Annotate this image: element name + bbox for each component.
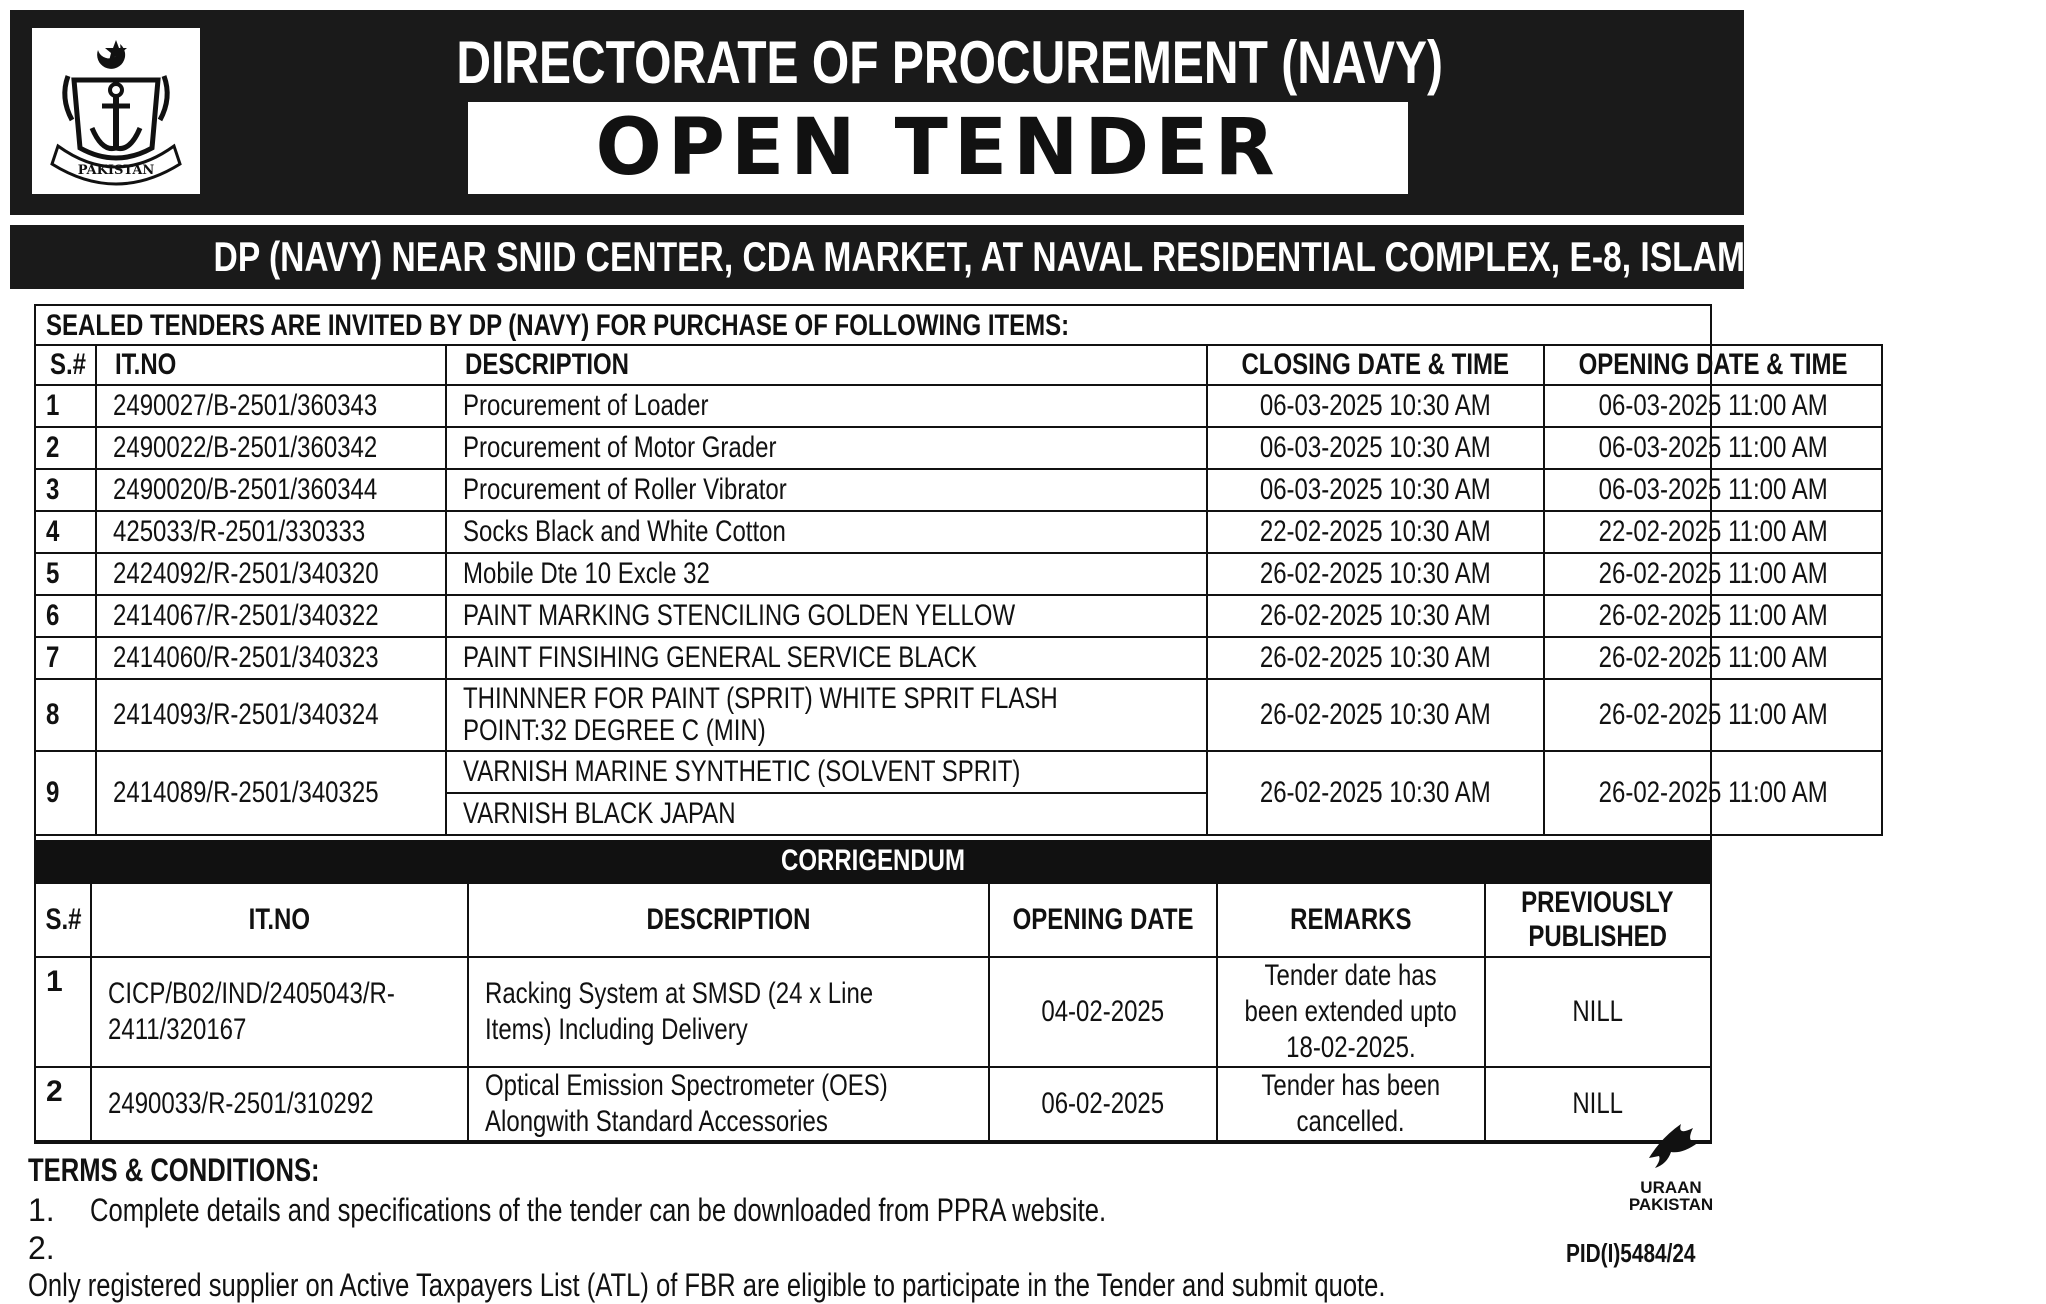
col-itno: IT.NO — [96, 345, 446, 385]
corr-previously-published: NILL — [1485, 1067, 1711, 1141]
open-tender-heading: OPEN TENDER — [595, 103, 1281, 193]
corr-sn: 2 — [35, 1067, 91, 1141]
corr-col-description: DESCRIPTION — [468, 883, 989, 957]
row-itno: 2490022/B-2501/360342 — [96, 427, 446, 469]
address-banner: DP (NAVY) NEAR SNID CENTER, CDA MARKET, AT NAVAL RESIDENTIAL COMPLEX, E-8, ISLAMABAD — [10, 225, 1744, 289]
row-description: Socks Black and White Cotton — [446, 511, 1207, 553]
row-opening: 26-02-2025 11:00 AM — [1544, 595, 1882, 637]
row-opening: 06-03-2025 11:00 AM — [1544, 385, 1882, 427]
row-closing: 06-03-2025 10:30 AM — [1207, 385, 1543, 427]
tender-intro: SEALED TENDERS ARE INVITED BY DP (NAVY) FOR PURCHASE OF FOLLOWING ITEMS: — [46, 309, 1070, 342]
row-description: PAINT FINSIHING GENERAL SERVICE BLACK — [446, 637, 1207, 679]
row-sn: 4 — [35, 511, 96, 553]
corr-col-remarks: REMARKS — [1217, 883, 1484, 957]
svg-text:PAKISTAN: PAKISTAN — [77, 163, 155, 178]
row-closing: 26-02-2025 10:30 AM — [1207, 553, 1543, 595]
tender-row — [35, 427, 1882, 469]
open-tender-box — [468, 102, 1408, 194]
corr-previously-published: NILL — [1485, 957, 1711, 1067]
row-itno: 2490020/B-2501/360344 — [96, 469, 446, 511]
row-description: Procurement of Loader — [446, 385, 1207, 427]
row-itno: 2424092/R-2501/340320 — [96, 553, 446, 595]
col-description: DESCRIPTION — [446, 345, 1207, 385]
row-opening: 26-02-2025 11:00 AM — [1544, 637, 1882, 679]
page-title: DIRECTORATE OF PROCUREMENT (NAVY) — [456, 29, 1444, 96]
row-itno: 2414089/R-2501/340325 — [96, 751, 446, 835]
corr-itno: 2490033/R-2501/310292 — [91, 1067, 468, 1141]
corrigendum-row — [35, 957, 1711, 1067]
row-description: THINNNER FOR PAINT (SPRIT) WHITE SPRIT FLASH POINT:32 DEGREE C (MIN) — [446, 679, 1207, 751]
row-closing: 26-02-2025 10:30 AM — [1207, 751, 1543, 835]
tender-row — [35, 553, 1882, 595]
tender-header-row — [35, 345, 1882, 385]
tender-table — [34, 344, 1883, 836]
tender-row — [35, 595, 1882, 637]
row-itno: 425033/R-2501/330333 — [96, 511, 446, 553]
tender-row — [35, 637, 1882, 679]
row-itno: 2414093/R-2501/340324 — [96, 679, 446, 751]
row-itno: 2414067/R-2501/340322 — [96, 595, 446, 637]
row-sn: 8 — [35, 679, 96, 751]
row-opening: 06-03-2025 11:00 AM — [1544, 469, 1882, 511]
header-banner — [10, 10, 1744, 215]
brand-line-1: URAAN — [1640, 1178, 1702, 1197]
row-description: VARNISH MARINE SYNTHETIC (SOLVENT SPRIT) — [446, 751, 1207, 793]
row-sn: 1 — [35, 385, 96, 427]
row-itno: 2414060/R-2501/340323 — [96, 637, 446, 679]
tender-row — [35, 385, 1882, 427]
eagle-icon — [1641, 1118, 1701, 1174]
corr-opening-date: 04-02-2025 — [989, 957, 1217, 1067]
tender-row — [35, 679, 1882, 751]
row-sn: 6 — [35, 595, 96, 637]
corr-itno: CICP/B02/IND/2405043/R- 2411/320167 — [91, 957, 468, 1067]
row-closing: 22-02-2025 10:30 AM — [1207, 511, 1543, 553]
row-sn: 5 — [35, 553, 96, 595]
row-description: PAINT MARKING STENCILING GOLDEN YELLOW — [446, 595, 1207, 637]
row-opening: 26-02-2025 11:00 AM — [1544, 553, 1882, 595]
term-item: 2.Only registered supplier on Active Taxpayers List (ATL) of FBR are eligible to participate in the Tender and submit quote. — [28, 1230, 1386, 1303]
corr-description: Optical Emission Spectrometer (OES) Alongwith Standard Accessories — [468, 1067, 989, 1141]
corrigendum-header-row — [35, 883, 1711, 957]
corr-col-opening: OPENING DATE — [989, 883, 1217, 957]
corr-opening-date: 06-02-2025 — [989, 1067, 1217, 1141]
corr-remarks: Tender has been cancelled. — [1217, 1067, 1484, 1141]
row-opening: 22-02-2025 11:00 AM — [1544, 511, 1882, 553]
brand-line-2: PAKISTAN — [1628, 1195, 1714, 1214]
corr-description: Racking System at SMSD (24 x Line Items) Including Delivery — [468, 957, 989, 1067]
row-opening: 06-03-2025 11:00 AM — [1544, 427, 1882, 469]
tender-row — [35, 469, 1882, 511]
row-description: Procurement of Roller Vibrator — [446, 469, 1207, 511]
row-opening: 26-02-2025 11:00 AM — [1544, 679, 1882, 751]
row-description: Procurement of Motor Grader — [446, 427, 1207, 469]
row-sn: 9 — [35, 751, 96, 835]
row-itno: 2490027/B-2501/360343 — [96, 385, 446, 427]
row-closing: 06-03-2025 10:30 AM — [1207, 469, 1543, 511]
row-closing: 26-02-2025 10:30 AM — [1207, 679, 1543, 751]
col-closing: CLOSING DATE & TIME — [1207, 345, 1543, 385]
corr-col-sn: S.# — [35, 883, 91, 957]
row-description: Mobile Dte 10 Excle 32 — [446, 553, 1207, 595]
row-closing: 06-03-2025 10:30 AM — [1207, 427, 1543, 469]
pakistan-navy-emblem — [32, 28, 200, 194]
term-item: 1. Complete details and specifications of the tender can be downloaded from PPRA website. — [28, 1192, 1107, 1228]
uraan-pakistan-logo — [1606, 1118, 1736, 1213]
corr-col-previously: PREVIOUSLY PUBLISHED — [1485, 883, 1711, 957]
corr-sn: 1 — [35, 957, 91, 1067]
corr-remarks: Tender date has been extended upto 18-02-2025. — [1217, 957, 1484, 1067]
tender-row — [35, 751, 1882, 793]
row-sn: 7 — [35, 637, 96, 679]
row-description: VARNISH BLACK JAPAN — [446, 793, 1207, 835]
corrigendum-table — [34, 882, 1712, 1142]
col-opening: OPENING DATE & TIME — [1544, 345, 1882, 385]
row-closing: 26-02-2025 10:30 AM — [1207, 595, 1543, 637]
row-opening: 26-02-2025 11:00 AM — [1544, 751, 1882, 835]
tender-row — [35, 511, 1882, 553]
row-sn: 2 — [35, 427, 96, 469]
corrigendum-banner: CORRIGENDUM — [34, 840, 1712, 882]
navy-anchor-icon — [32, 28, 200, 194]
corrigendum-row — [35, 1067, 1711, 1141]
corr-col-itno: IT.NO — [91, 883, 468, 957]
pid-number: PID(I)5484/24 — [1566, 1238, 1696, 1268]
terms-heading: TERMS & CONDITIONS: — [28, 1152, 320, 1188]
col-sn: S.# — [35, 345, 96, 385]
row-sn: 3 — [35, 469, 96, 511]
row-closing: 26-02-2025 10:30 AM — [1207, 637, 1543, 679]
